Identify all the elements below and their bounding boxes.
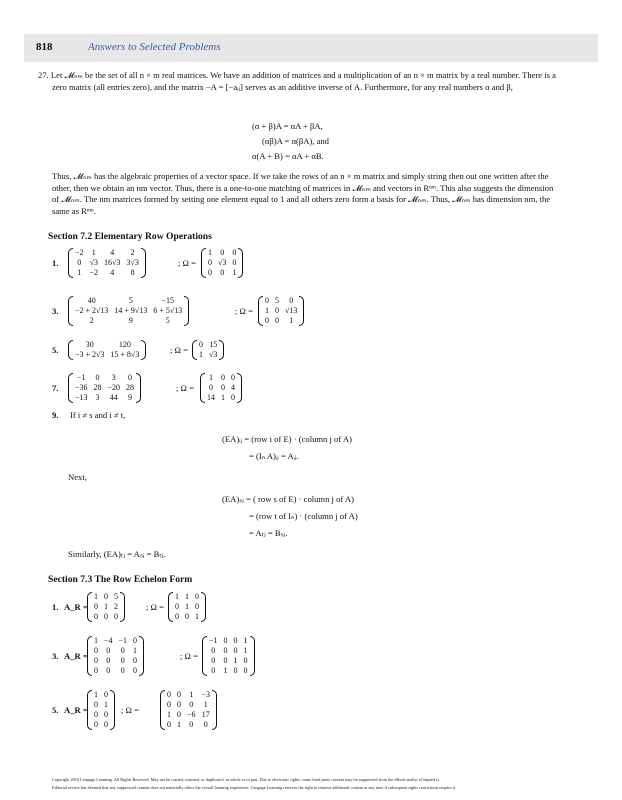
matrix-cell: 0 — [133, 666, 138, 675]
matrix-cell: 1 — [243, 646, 248, 655]
matrix-cell: 0 — [120, 666, 125, 675]
matrix-cell: 14 + 9√13 — [114, 306, 148, 315]
matrix-cell: 0 — [233, 666, 238, 675]
matrix-cell: 9 — [128, 393, 133, 402]
matrix-cell: 0 — [265, 296, 269, 305]
right-bracket — [219, 340, 224, 360]
footer-copyright: Copyright 2010 Cengage Learning. All Rights Reserved. May not be copied, scanned, or duplicated, in whole or in part. Due to electronic rights, some third party content may be suppressed from the eBook and/or eChapter(s). — [52, 777, 440, 782]
matrix-omega-p1 — [205, 248, 239, 278]
matrix-cell: 2 — [130, 248, 135, 257]
matrix-cell: 1 — [185, 592, 189, 601]
matrix-cell: 0 — [289, 296, 294, 305]
matrix-cell: 0 — [106, 666, 111, 675]
matrix-cell: 8 — [130, 268, 135, 277]
matrix-cell: −2 — [89, 268, 99, 277]
right-bracket — [136, 373, 141, 403]
right-bracket — [201, 592, 206, 622]
left-bracket — [192, 340, 197, 360]
matrix-cell: 0 — [94, 720, 98, 729]
right-bracket — [250, 636, 255, 676]
problem-27-text: 27. Let 𝓜ₙₘ be the set of all n × m real matrices. We have an addition of matrices and a multiplication of an n × m matrix by a real number. There is a zero matrix (all entries zero), and the matrix −A = [−aᵢⱼ] serves as an additive inverse of A. Furthermore, for any real numbers α and β, — [38, 70, 556, 92]
matrix-AR-p3 — [91, 636, 140, 676]
matrix-cell: 1 — [175, 592, 179, 601]
matrix-AR-p5 — [91, 690, 111, 730]
matrix-cell: 0 — [104, 690, 108, 699]
equation-9b-2: = (row t of Iₙ) · (column j of A) — [249, 511, 358, 521]
matrix-cell: 15 + 8√3 — [110, 350, 140, 359]
section-7-3-heading: Section 7.3 The Row Echelon Form — [48, 574, 193, 585]
matrix-cell: −1 — [118, 636, 128, 645]
matrix-cell: 0 — [94, 700, 98, 709]
matrix-cell: 1 — [289, 316, 294, 325]
matrix-cell: 6 + 5√13 — [153, 306, 183, 315]
matrix-cell: 0 — [275, 316, 279, 325]
matrix-AR-p1 — [91, 592, 121, 622]
matrix-cell: 1 — [94, 690, 98, 699]
omega-separator: ; Ω = — [146, 602, 164, 612]
matrix-cell: 1 — [232, 268, 237, 277]
matrix-cell: 1 — [185, 602, 189, 611]
matrix-cell: 0 — [133, 656, 138, 665]
problem-9-intro: If i ≠ s and i ≠ t, — [70, 410, 126, 420]
matrix-cell: 3√3 — [126, 258, 139, 267]
matrix-cell: 1 — [133, 646, 138, 655]
matrix-cell: 0 — [167, 700, 171, 709]
matrix-cell: 9 — [128, 316, 133, 325]
matrix-cell: 0 — [203, 720, 208, 729]
matrix-cell: 1 — [208, 248, 212, 257]
running-title: Answers to Selected Problems — [88, 41, 221, 53]
matrix-cell: 0 — [232, 248, 237, 257]
matrix-cell: 4 — [231, 383, 235, 392]
matrix-cell: 3 — [95, 393, 100, 402]
footer-editorial: Editorial review has deemed that any suppressed content does not materially affect the overall learning experience. Cengage Learning reserves the right to remove additional content at any time if subsequent rights restrictions require it. — [52, 785, 457, 790]
matrix-cell: 1 — [167, 710, 171, 719]
matrix-cell: 0 — [233, 636, 238, 645]
matrix-cell: 1 — [104, 700, 108, 709]
left-bracket — [68, 248, 73, 278]
matrix-cell: 0 — [133, 636, 138, 645]
matrix-cell: 0 — [104, 720, 108, 729]
matrix-cell: 0 — [95, 373, 100, 382]
matrix-cell: 0 — [275, 306, 279, 315]
matrix-cell: 0 — [175, 602, 179, 611]
matrix-cell: 0 — [106, 646, 111, 655]
matrix-cell: 0 — [243, 666, 248, 675]
matrix-A-p1 — [72, 248, 142, 278]
matrix-A-p3 — [72, 296, 185, 326]
matrix-cell: 1 — [221, 393, 225, 402]
matrix-cell: 1 — [199, 350, 203, 359]
left-bracket — [87, 690, 92, 730]
equation-9b-1: (EA)ₛⱼ = ( row s of E) · column j of A) — [222, 494, 354, 504]
matrix-A-p7 — [72, 373, 137, 403]
matrix-cell: 16√3 — [104, 258, 121, 267]
matrix-cell: 0 — [94, 666, 98, 675]
omega-separator: ; Ω = — [121, 705, 139, 715]
right-bracket — [237, 373, 242, 403]
problem-73-1-label: 1. — [52, 602, 59, 612]
matrix-omega-73-p3 — [206, 636, 251, 676]
problem-73-3-label: 3. — [52, 651, 59, 661]
right-bracket — [299, 296, 304, 326]
matrix-cell: 0 — [94, 710, 98, 719]
matrix-cell: 0 — [104, 612, 108, 621]
matrix-cell: 0 — [128, 373, 133, 382]
matrix-cell: 28 — [126, 383, 135, 392]
matrix-cell: 0 — [208, 268, 212, 277]
matrix-cell: 0 — [195, 602, 199, 611]
right-bracket — [238, 248, 243, 278]
problem-7-label: 7. — [52, 383, 59, 393]
matrix-cell: −13 — [75, 393, 88, 402]
matrix-cell: 0 — [233, 646, 238, 655]
matrix-cell: 17 — [201, 710, 210, 719]
matrix-cell: −1 — [209, 636, 218, 645]
right-bracket — [141, 340, 146, 360]
matrix-cell: √13 — [285, 306, 298, 315]
matrix-cell: 1 — [195, 612, 199, 621]
matrix-cell: 0 — [220, 268, 225, 277]
matrix-cell: 1 — [233, 656, 238, 665]
matrix-cell: 0 — [211, 646, 216, 655]
matrix-cell: 0 — [177, 700, 181, 709]
matrix-cell: 1 — [104, 602, 108, 611]
matrix-cell: 0 — [94, 646, 98, 655]
left-bracket — [87, 636, 92, 676]
right-bracket — [212, 690, 217, 730]
matrix-cell: 0 — [195, 592, 199, 601]
matrix-cell: 0 — [120, 656, 125, 665]
matrix-cell: 0 — [104, 592, 108, 601]
matrix-cell: 0 — [223, 636, 228, 645]
matrix-cell: −3 + 2√3 — [75, 350, 105, 359]
matrix-cell: −4 — [104, 636, 113, 645]
matrix-cell: 0 — [243, 656, 248, 665]
matrix-cell: 0 — [177, 690, 181, 699]
matrix-cell: 0 — [221, 373, 225, 382]
matrix-cell: 44 — [109, 393, 118, 402]
left-bracket — [168, 592, 173, 622]
matrix-cell: 30 — [85, 340, 94, 349]
matrix-cell: 0 — [211, 666, 216, 675]
matrix-cell: 0 — [94, 612, 98, 621]
matrix-cell: 2 — [89, 316, 94, 325]
matrix-cell: 0 — [177, 710, 181, 719]
matrix-cell: 0 — [231, 373, 235, 382]
right-bracket — [141, 248, 146, 278]
left-bracket — [201, 248, 206, 278]
matrix-cell: 0 — [209, 383, 213, 392]
matrix-cell: 0 — [185, 612, 189, 621]
matrix-cell: 0 — [189, 700, 194, 709]
matrix-cell: 40 — [87, 296, 96, 305]
matrix-cell: 0 — [232, 258, 237, 267]
left-bracket — [160, 690, 165, 730]
matrix-cell: 0 — [104, 710, 108, 719]
matrix-cell: 0 — [199, 340, 203, 349]
matrix-cell: 0 — [231, 393, 235, 402]
matrix-cell: 0 — [265, 316, 269, 325]
omega-separator: ; Ω = — [170, 345, 188, 355]
matrix-cell: 0 — [211, 656, 216, 665]
matrix-cell: 0 — [106, 656, 111, 665]
omega-separator: ; Ω = — [176, 383, 194, 393]
problem-9-label: 9. — [52, 410, 59, 420]
matrix-cell: 1 — [209, 373, 213, 382]
left-bracket — [258, 296, 263, 326]
matrix-cell: 4 — [110, 268, 115, 277]
matrix-cell: 0 — [167, 720, 171, 729]
problem-73-5-label: 5. — [52, 705, 59, 715]
matrix-cell: 3 — [111, 373, 116, 382]
right-bracket — [184, 296, 189, 326]
matrix-cell: 28 — [93, 383, 102, 392]
matrix-omega-p3 — [262, 296, 300, 326]
matrix-cell: 5 — [128, 296, 133, 305]
matrix-cell: 0 — [221, 383, 225, 392]
matrix-cell: −3 — [201, 690, 211, 699]
matrix-omega-p5 — [196, 340, 220, 360]
left-bracket — [68, 373, 73, 403]
matrix-cell: 2 — [114, 602, 118, 611]
matrix-cell: 1 — [94, 592, 98, 601]
matrix-cell: 0 — [114, 612, 118, 621]
matrix-AR-label: A_R = — [64, 602, 88, 612]
matrix-cell: −2 — [75, 248, 84, 257]
matrix-cell: √3 — [218, 258, 227, 267]
omega-separator: ; Ω = — [178, 258, 196, 268]
matrix-omega-p7 — [204, 373, 238, 403]
right-bracket — [120, 592, 125, 622]
matrix-cell: −6 — [187, 710, 196, 719]
right-bracket — [110, 690, 115, 730]
matrix-cell: 1 — [94, 636, 98, 645]
left-bracket — [68, 296, 73, 326]
left-bracket — [202, 636, 207, 676]
omega-separator: ; Ω = — [235, 306, 253, 316]
matrix-AR-label: A_R = — [64, 651, 88, 661]
matrix-AR-label: A_R = — [64, 705, 88, 715]
problem-27-text-2: Thus, 𝓜ₙₘ has the algebraic properties of a vector space. If we take the rows of an n × m matrix and simply string then out one written after the other, then we obtain an nm vector. Thus, there is a one-to-one matching of matrices in 𝓜ₙₘ and vectors in Rⁿᵐ. This also suggests the dimension of 𝓜ₙₘ. The nm matrices formed by setting one element equal to 1 and all others zero form a basis for 𝓜ₙₘ. Thus, 𝓜ₙₘ has dimension nm, the same as Rⁿᵐ. — [52, 171, 554, 216]
equation-1: (α + β)A = αA + βA, — [252, 121, 323, 131]
matrix-cell: 120 — [118, 340, 131, 349]
matrix-cell: 0 — [220, 248, 225, 257]
left-bracket — [87, 592, 92, 622]
matrix-cell: −2 + 2√13 — [75, 306, 109, 315]
matrix-cell: 14 — [207, 393, 215, 402]
equation-9b-3: = Aₜⱼ = Bₛⱼ. — [249, 528, 288, 538]
left-bracket — [68, 340, 73, 360]
matrix-cell: −36 — [75, 383, 88, 392]
matrix-cell: 0 — [77, 258, 82, 267]
matrix-cell: 0 — [189, 720, 194, 729]
problem-1-label: 1. — [52, 258, 59, 268]
matrix-cell: −15 — [161, 296, 175, 305]
matrix-cell: 0 — [223, 656, 228, 665]
matrix-cell: 0 — [208, 258, 212, 267]
matrix-cell: 1 — [177, 720, 181, 729]
left-bracket — [200, 373, 205, 403]
text-next: Next, — [68, 472, 87, 482]
matrix-cell: 1 — [91, 248, 96, 257]
right-bracket — [139, 636, 144, 676]
matrix-cell: 5 — [114, 592, 118, 601]
matrix-cell: 4 — [110, 248, 115, 257]
matrix-cell: 1 — [77, 268, 82, 277]
matrix-omega-73-p1 — [172, 592, 202, 622]
matrix-omega-73-p5 — [164, 690, 213, 730]
text-similarly: Similarly, (EA)ₜⱼ = Aₛⱼ = Bₜⱼ. — [68, 549, 166, 559]
equation-3: α(A + B) = αA + αB. — [252, 151, 324, 161]
equation-9a-2: = (Iₙ A)ᵢⱼ = Aᵢⱼ. — [249, 451, 299, 461]
omega-separator: ; Ω = — [180, 651, 198, 661]
matrix-cell: 5 — [165, 316, 170, 325]
problem-3-label: 3. — [52, 306, 59, 316]
matrix-cell: 1 — [203, 700, 208, 709]
matrix-cell: 0 — [175, 612, 179, 621]
section-7-2-heading: Section 7.2 Elementary Row Operations — [48, 231, 212, 242]
matrix-cell: 5 — [275, 296, 279, 305]
matrix-cell: 0 — [223, 646, 228, 655]
page-number: 818 — [36, 41, 53, 53]
matrix-cell: 1 — [243, 636, 248, 645]
matrix-cell: 1 — [189, 690, 194, 699]
matrix-cell: −1 — [77, 373, 86, 382]
matrix-cell: 1 — [223, 666, 228, 675]
matrix-cell: 1 — [265, 306, 269, 315]
matrix-cell: √3 — [89, 258, 98, 267]
equation-2: (αβ)A = α(βA), and — [262, 136, 329, 146]
matrix-cell: 15 — [209, 340, 218, 349]
matrix-cell: 0 — [94, 602, 98, 611]
matrix-cell: 0 — [167, 690, 171, 699]
matrix-cell: 0 — [120, 646, 125, 655]
matrix-cell: √3 — [209, 350, 218, 359]
matrix-A-p5 — [72, 340, 142, 360]
matrix-cell: 0 — [94, 656, 98, 665]
matrix-cell: −20 — [107, 383, 121, 392]
equation-9a-1: (EA)ᵢⱼ = (row i of E) · (column j of A) — [222, 434, 352, 444]
problem-5-label: 5. — [52, 345, 59, 355]
